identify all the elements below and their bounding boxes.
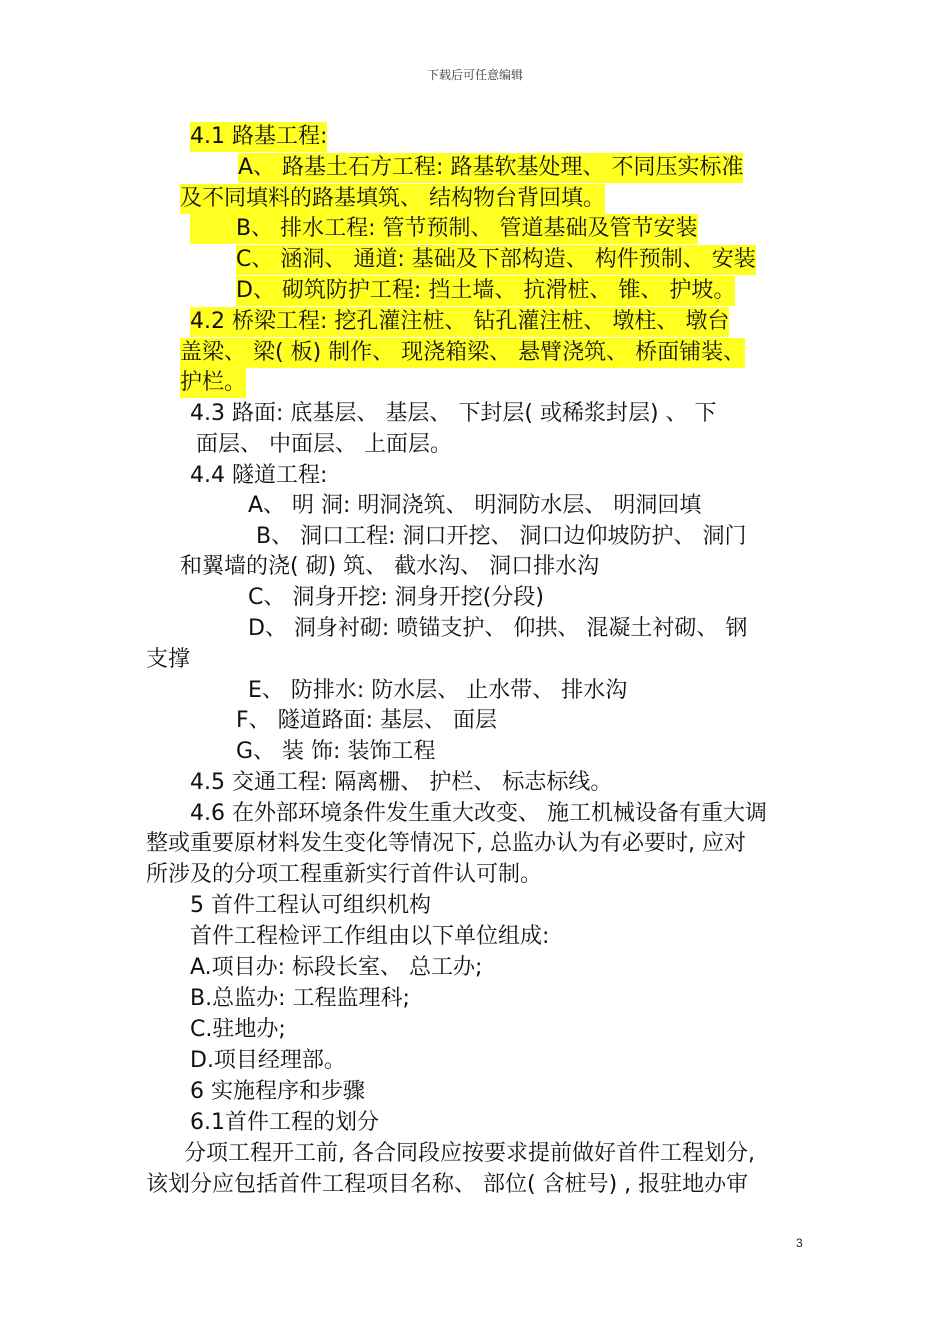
section-4-3-heading: 4.3 路面: 底基层、 基层、 下封层( 或稀浆封层) 、 下 (190, 401, 717, 426)
paragraph-line: D、 砌筑防护工程: 挡土墙、 抗滑桩、 锥、 护坡。 (236, 276, 735, 306)
paragraph-line: 盖梁、 梁( 板) 制作、 现浇箱梁、 悬臂浇筑、 桥面铺装、 (180, 338, 745, 368)
paragraph-line: 护栏。 (180, 368, 246, 398)
list-item: D.项目经理部。 (190, 1048, 346, 1073)
section-5-heading: 5 首件工程认可组织机构 (190, 893, 431, 918)
paragraph-line: 该划分应包括首件工程项目名称、 部位( 含桩号) , 报驻地办审 (146, 1172, 749, 1197)
paragraph-line: D、 洞身衬砌: 喷锚支护、 仰拱、 混凝土衬砌、 钢 (248, 616, 748, 641)
paragraph-line: 所涉及的分项工程重新实行首件认可制。 (146, 862, 543, 887)
paragraph-line: C、 涵洞、 通道: 基础及下部构造、 构件预制、 安装 (236, 245, 756, 275)
paragraph-line: G、 装 饰: 装饰工程 (236, 739, 436, 764)
list-item: C.驻地办; (190, 1017, 286, 1042)
section-4-6-heading: 4.6 在外部环境条件发生重大改变、 施工机械设备有重大调 (190, 801, 767, 826)
page-header: 下载后可任意编辑 (426, 68, 523, 82)
section-4-2-heading: 4.2 桥梁工程: 挖孔灌注桩、 钻孔灌注桩、 墩柱、 墩台 (190, 307, 729, 337)
section-4-1-heading: 4.1 路基工程: (190, 122, 327, 152)
paragraph-line: A、 路基土石方工程: 路基软基处理、 不同压实标准 (238, 153, 743, 183)
paragraph-line: E、 防排水: 防水层、 止水带、 排水沟 (248, 678, 628, 703)
paragraph-line: 整或重要原材料发生变化等情况下, 总监办认为有必要时, 应对 (146, 831, 746, 856)
list-item: B.总监办: 工程监理科; (190, 986, 410, 1011)
section-6-1-heading: 6.1首件工程的划分 (190, 1110, 379, 1135)
section-4-5-heading: 4.5 交通工程: 隔离栅、 护栏、 标志标线。 (190, 770, 613, 795)
paragraph-line: 及不同填料的路基填筑、 结构物台背回填。 (180, 184, 605, 214)
page-number: 3 (796, 1236, 803, 1250)
paragraph-line: 和翼墙的浇( 砌) 筑、 截水沟、 洞口排水沟 (180, 554, 600, 579)
list-item: A.项目办: 标段长室、 总工办; (190, 955, 483, 980)
paragraph-line: 面层、 中面层、 上面层。 (196, 432, 452, 457)
paragraph-line: A、 明 洞: 明洞浇筑、 明洞防水层、 明洞回填 (248, 493, 702, 518)
paragraph-line: 支撑 (146, 647, 191, 672)
paragraph-line: B、 洞口工程: 洞口开挖、 洞口边仰坡防护、 洞门 (256, 524, 747, 549)
paragraph-line: F、 隧道路面: 基层、 面层 (236, 708, 498, 733)
paragraph-line: 分项工程开工前, 各合同段应按要求提前做好首件工程划分, (184, 1141, 755, 1166)
section-6-heading: 6 实施程序和步骤 (190, 1079, 365, 1104)
paragraph-line: B、 排水工程: 管节预制、 管道基础及管节安装 (190, 214, 698, 244)
section-4-4-heading: 4.4 隧道工程: (190, 463, 328, 488)
paragraph-line: C、 洞身开挖: 洞身开挖(分段) (248, 585, 544, 610)
paragraph-line: 首件工程检评工作组由以下单位组成: (190, 924, 550, 949)
